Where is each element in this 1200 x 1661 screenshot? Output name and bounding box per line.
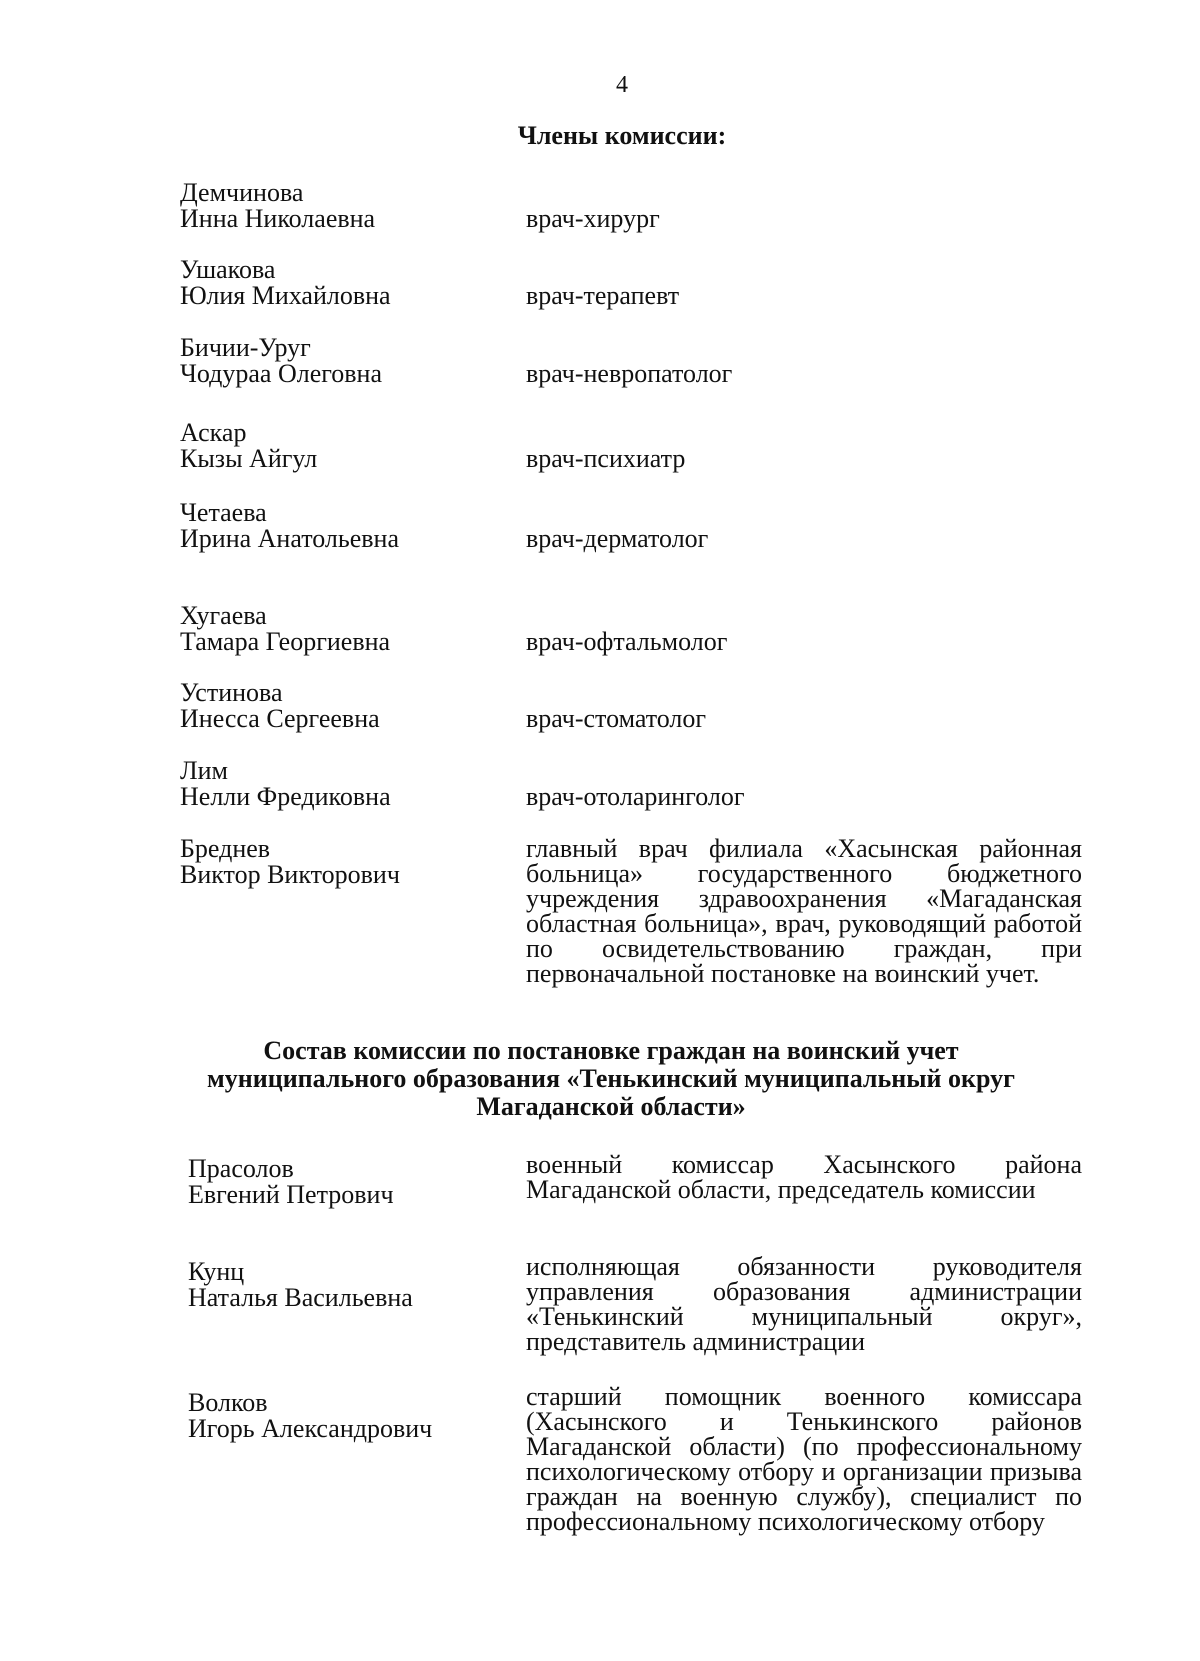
composition-section-title bbox=[0, 1037, 1200, 1121]
composition-given-name: Наталья Васильевна bbox=[188, 1283, 413, 1312]
composition-given-name: Игорь Александрович bbox=[188, 1414, 433, 1443]
member-surname: Четаева bbox=[180, 498, 267, 527]
member-surname: Ушакова bbox=[180, 255, 276, 284]
member-surname: Аскар bbox=[180, 418, 247, 447]
members-section-title: Члены комиссии: bbox=[517, 121, 727, 150]
composition-given-name: Евгений Петрович bbox=[188, 1180, 394, 1209]
composition-role: старший помощник военного комиссара (Хасынского и Тенькинского районов Магаданской области) (по профессиональному психологическому отбору и организации призыва граждан на военную службу), специалист по профессиональному психологическому отбору bbox=[526, 1382, 1082, 1536]
member-role: врач-отоларинголог bbox=[526, 782, 745, 811]
composition-role: исполняющая обязанности руководителя управления образования администрации «Тенькинский муниципальный округ», представитель администрации bbox=[526, 1252, 1082, 1356]
member-role: главный врач филиала «Хасынская районная больница» государственного бюджетного учреждения здравоохранения «Магаданская областная больница», врач, руководящий работой по освидетельствованию граждан, при первоначальной постановке на воинский учет. bbox=[526, 834, 1082, 988]
composition-role: военный комиссар Хасынского района Магаданской области, председатель комиссии bbox=[526, 1150, 1082, 1204]
composition-title-line: Магаданской области» bbox=[476, 1092, 746, 1121]
member-role: врач-стоматолог bbox=[526, 704, 707, 733]
member-given-name: Нелли Фредиковна bbox=[180, 782, 391, 811]
member-surname: Устинова bbox=[180, 678, 283, 707]
member-given-name: Виктор Викторович bbox=[180, 860, 400, 889]
composition-title-line: муниципального образования «Тенькинский муниципальный округ bbox=[207, 1064, 1015, 1093]
member-given-name: Инесса Сергеевна bbox=[180, 704, 380, 733]
member-role: врач-невропатолог bbox=[526, 359, 733, 388]
member-surname: Лим bbox=[180, 756, 229, 785]
member-surname: Бреднев bbox=[180, 834, 271, 863]
member-role: врач-терапевт bbox=[526, 281, 680, 310]
composition-title-line: Состав комиссии по постановке граждан на воинский учет bbox=[263, 1036, 959, 1065]
member-role: врач-дерматолог bbox=[526, 524, 709, 553]
page-number: 4 bbox=[616, 72, 628, 98]
member-given-name: Тамара Георгиевна bbox=[180, 627, 391, 656]
member-given-name: Чодураа Олеговна bbox=[180, 359, 382, 388]
member-surname: Хугаева bbox=[180, 601, 267, 630]
member-role: врач-хирург bbox=[526, 204, 660, 233]
member-given-name: Юлия Михайловна bbox=[180, 281, 391, 310]
composition-surname: Волков bbox=[188, 1388, 268, 1417]
composition-surname: Прасолов bbox=[188, 1154, 294, 1183]
member-given-name: Ирина Анатольевна bbox=[180, 524, 399, 553]
member-role: врач-офтальмолог bbox=[526, 627, 728, 656]
member-given-name: Инна Николаевна bbox=[180, 204, 376, 233]
composition-surname: Кунц bbox=[188, 1257, 245, 1286]
member-surname: Бичии-Уруг bbox=[180, 333, 311, 362]
member-given-name: Кызы Айгул bbox=[180, 444, 318, 473]
member-role: врач-психиатр bbox=[526, 444, 686, 473]
member-surname: Демчинова bbox=[180, 178, 304, 207]
